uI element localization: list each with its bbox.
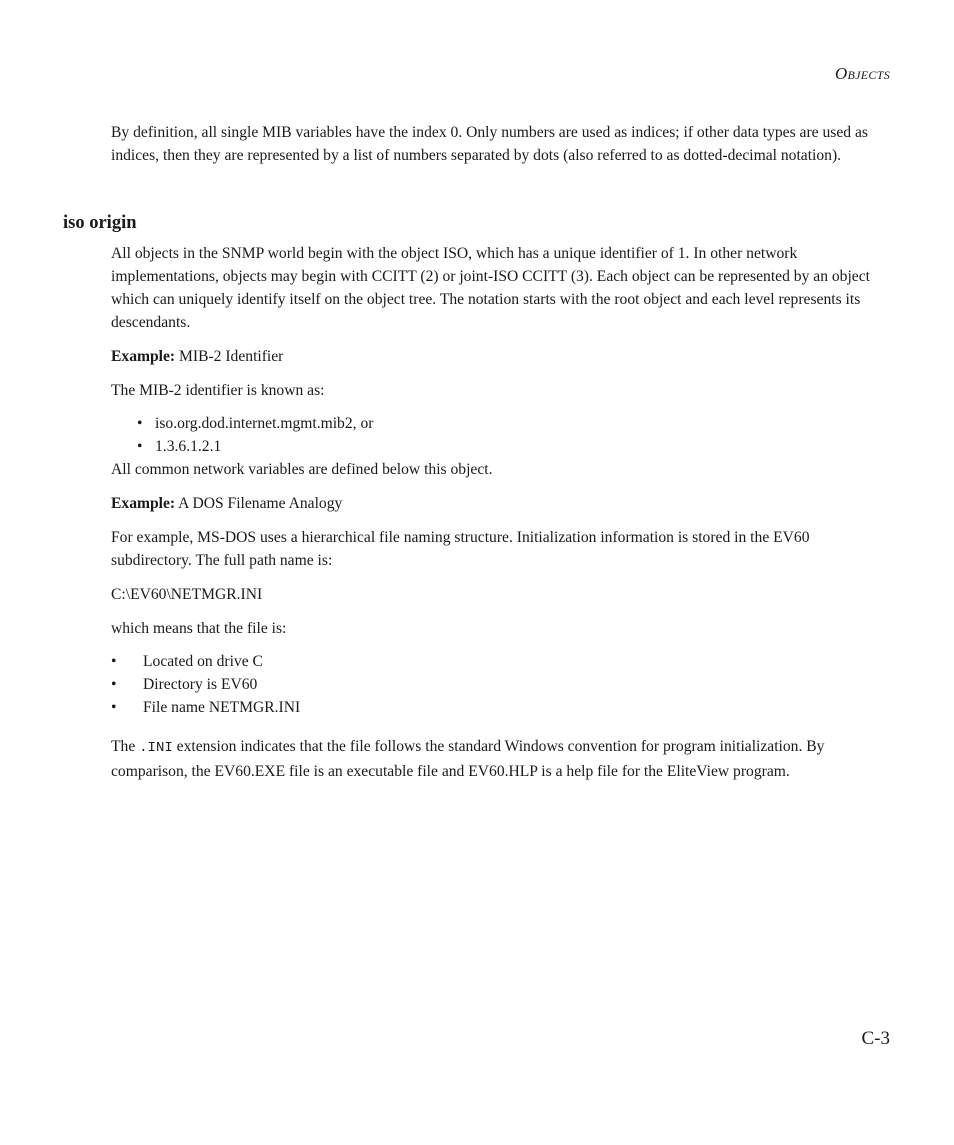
section-body xyxy=(111,242,891,783)
list-item: • File name NETMGR.INI xyxy=(111,696,891,719)
example-mib2 xyxy=(111,345,891,368)
mib2-list xyxy=(111,412,891,458)
dos-paragraph: For example, MS-DOS uses a hierarchical file naming structure. Initialization information is stored in the EV60 subdirectory. The full path name is: xyxy=(111,529,810,569)
mib2-intro: The MIB-2 identifier is known as: xyxy=(111,382,325,399)
example-dos xyxy=(111,492,891,515)
path-line: C:\EV60\NETMGR.INI xyxy=(111,586,263,603)
example-label: Example: xyxy=(111,348,176,365)
page-number: C-3 xyxy=(861,1028,890,1049)
means-line: which means that the file is: xyxy=(111,620,287,637)
ini-code: .INI xyxy=(139,740,173,756)
iso-origin-paragraph: All objects in the SNMP world begin with the object ISO, which has a unique identifier of 1. In other network implementations, objects may begin with CCITT (2) or joint-ISO CCITT (3). Each object can be represented by an object which can uniquely identify itself on the object tree. The notation starts with the root object and each level represents its descendants. xyxy=(111,245,870,331)
section-heading: iso origin xyxy=(63,213,137,233)
bullet: • xyxy=(137,438,143,455)
file-list xyxy=(111,650,891,719)
example-label: Example: xyxy=(111,495,176,512)
list-item: • Located on drive C xyxy=(111,650,891,673)
list-item: • 1.3.6.1.2.1 xyxy=(111,435,891,458)
running-header: Objects xyxy=(834,64,890,83)
example-title: A DOS Filename Analogy xyxy=(178,495,343,512)
list-item: • iso.org.dod.internet.mgmt.mib2, or xyxy=(111,412,891,435)
intro-section xyxy=(111,121,891,167)
mib2-after: All common network variables are defined below this object. xyxy=(111,461,493,478)
bullet: • xyxy=(111,676,117,693)
bullet: • xyxy=(137,415,143,432)
example-title: MIB-2 Identifier xyxy=(179,348,284,365)
list-item: • Directory is EV60 xyxy=(111,673,891,696)
intro-paragraph: By definition, all single MIB variables have the index 0. Only numbers are used as indices; if other data types are used as indices, then they are represented by a list of numbers separated by dots (also referred to as dotted-decimal notation). xyxy=(111,124,868,164)
bullet: • xyxy=(111,653,117,670)
bullet: • xyxy=(111,699,117,716)
closing-paragraph: The .INI extension indicates that the file follows the standard Windows convention for program initialization. By comparison, the EV60.EXE file is an executable file and EV60.HLP is a help file for the EliteView program. xyxy=(111,738,825,780)
